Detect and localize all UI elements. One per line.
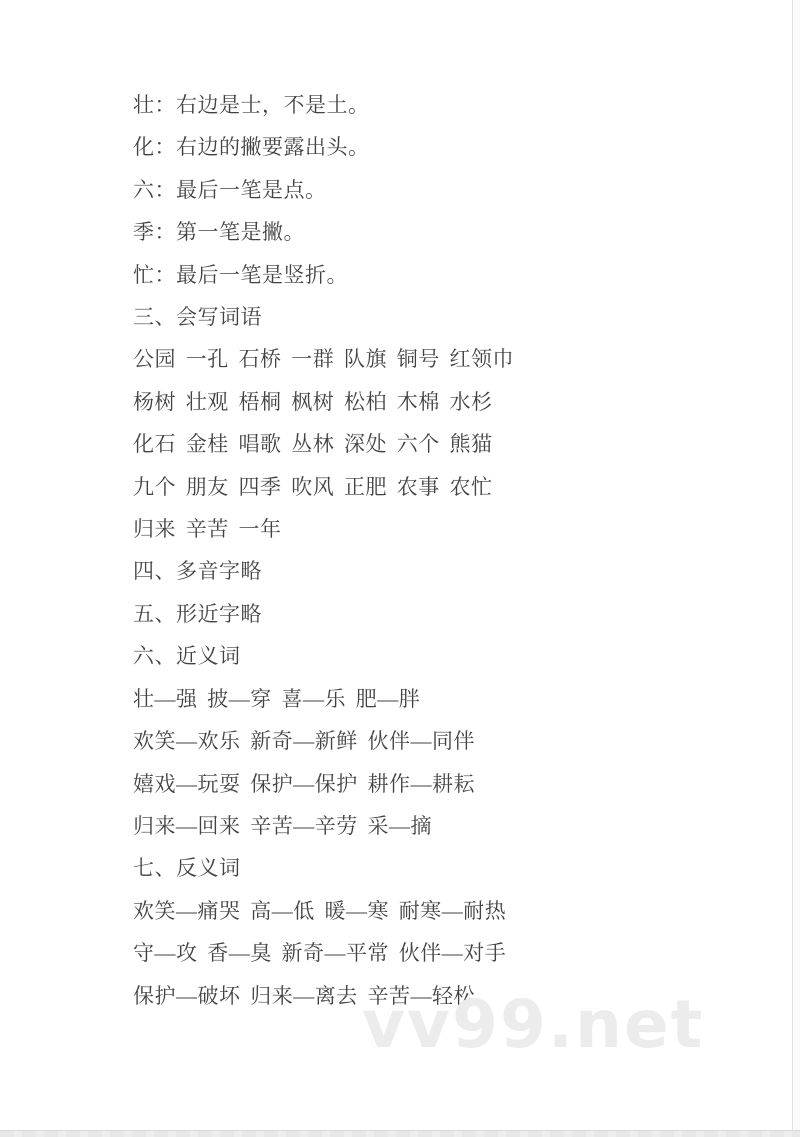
antonym-line: 守—攻 香—臭 新奇—平常 伙伴—对手	[133, 941, 507, 966]
stroke-note-hua: 化：右边的撇要露出头。	[133, 135, 370, 160]
watermark: vv99.net	[362, 986, 705, 1063]
page-right-edge-line	[792, 0, 793, 1137]
page-right-gutter	[793, 0, 800, 1137]
synonym-line: 欢笑—欢乐 新奇—新鲜 伙伴—同伴	[133, 729, 475, 754]
antonym-line: 保护—破坏 归来—离去 辛苦—轻松	[133, 983, 475, 1008]
stroke-note-liu: 六：最后一笔是点。	[133, 177, 327, 202]
synonym-line: 壮—强 披—穿 喜—乐 肥—胖	[133, 686, 421, 711]
word-list-line: 归来 辛苦 一年	[133, 517, 282, 542]
synonym-line: 嬉戏—玩耍 保护—保护 耕作—耕耘	[133, 771, 475, 796]
stroke-note-zhuang: 壮：右边是士，不是土。	[133, 93, 370, 117]
synonym-line: 归来—回来 辛苦—辛劳 采—摘	[133, 813, 432, 838]
stroke-note-ji: 季：第一笔是撇。	[133, 220, 305, 245]
section-6-title: 六、近义词	[133, 644, 241, 669]
section-7-title: 七、反义词	[133, 856, 241, 881]
section-5-title: 五、形近字略	[133, 601, 262, 626]
word-list-line: 杨树 壮观 梧桐 枫树 松柏 木棉 水杉	[133, 389, 493, 414]
page-bottom-edge	[0, 1130, 800, 1137]
section-3-title: 三、会写词语	[133, 305, 262, 330]
document-content	[133, 84, 693, 1017]
word-list-line: 九个 朋友 四季 吹风 正肥 农事 农忙	[133, 474, 493, 499]
word-list-line: 公园 一孔 石桥 一群 队旗 铜号 红领巾	[133, 347, 514, 372]
word-list-line: 化石 金桂 唱歌 丛林 深处 六个 熊猫	[133, 432, 493, 457]
section-4-title: 四、多音字略	[133, 559, 262, 584]
stroke-note-mang: 忙：最后一笔是竖折。	[133, 262, 348, 287]
antonym-line: 欢笑—痛哭 高—低 暖—寒 耐寒—耐热	[133, 898, 507, 923]
